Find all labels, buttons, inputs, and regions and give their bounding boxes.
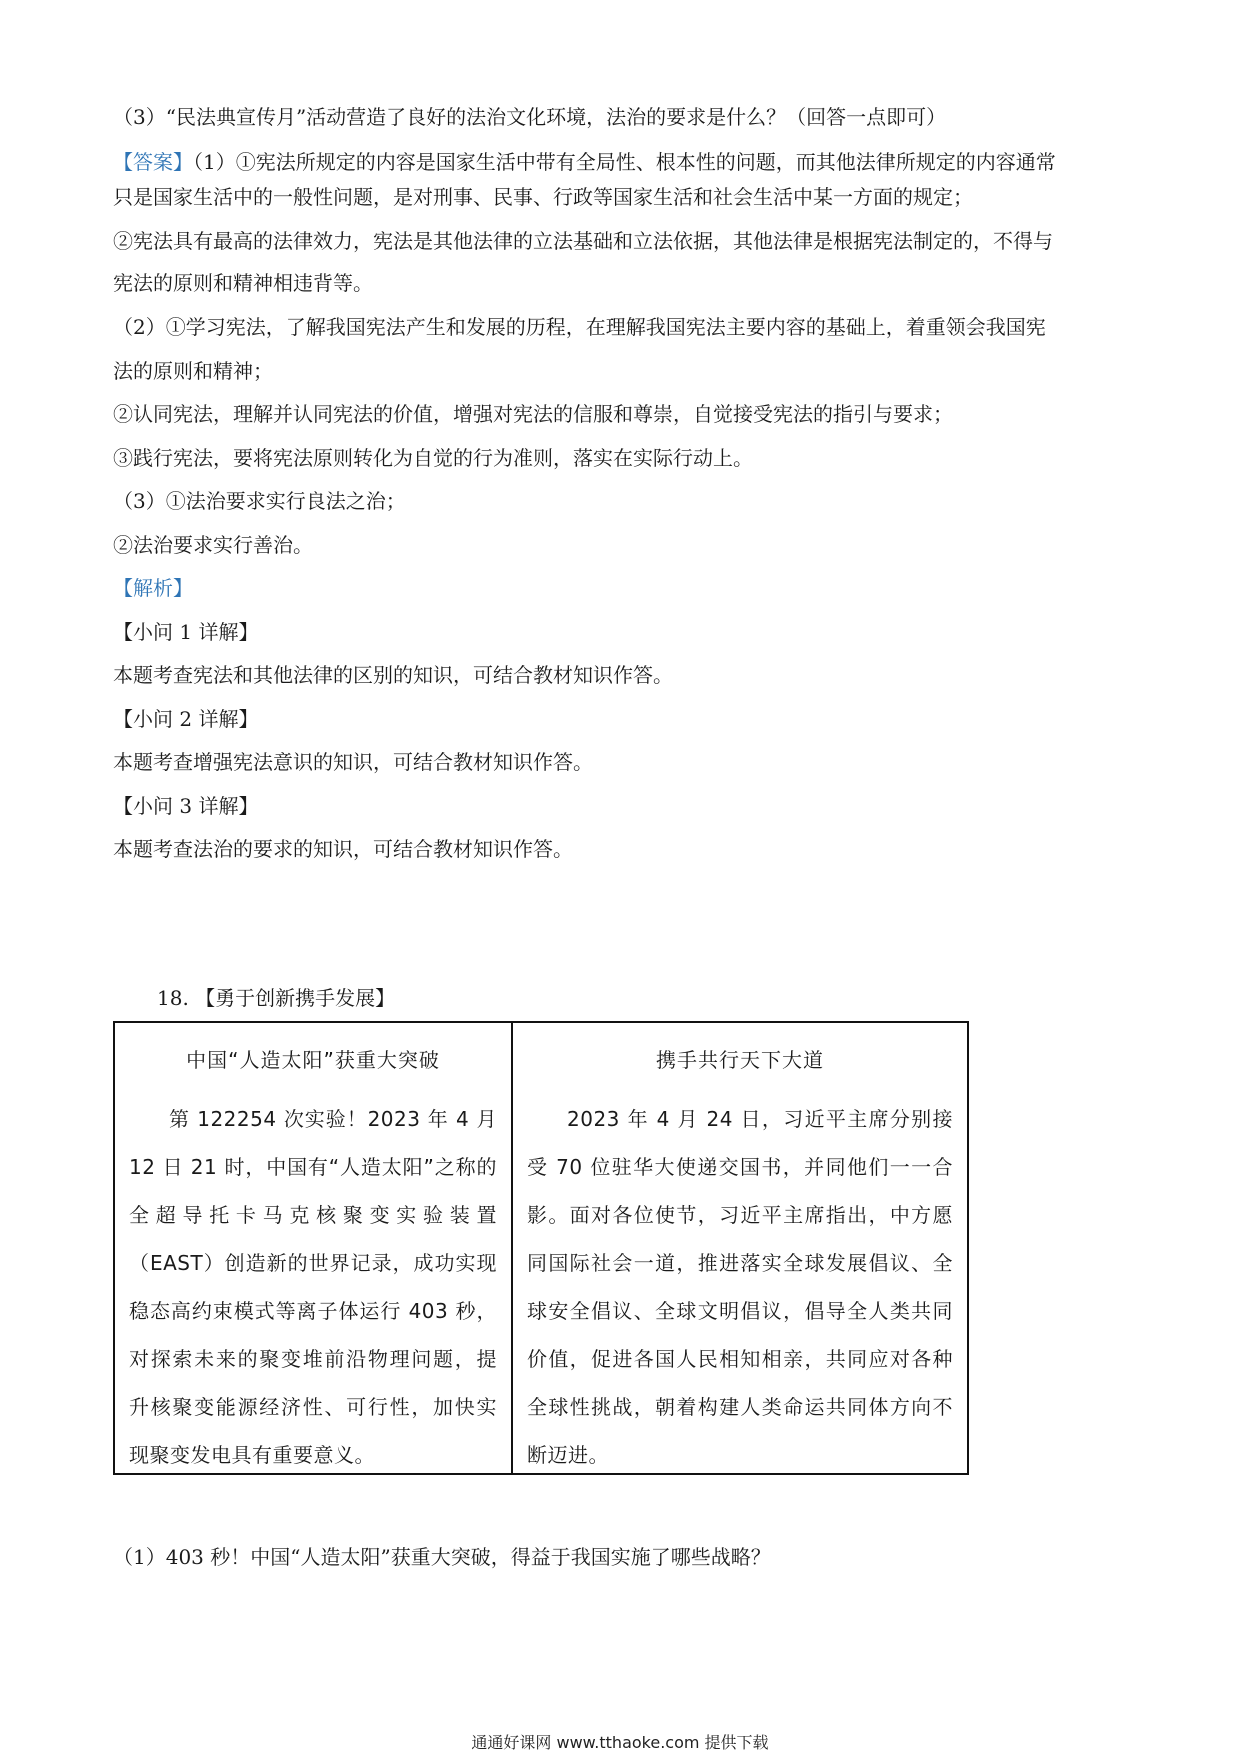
explanation-3: 本题考查法治的要求的知识，可结合教材知识作答。 <box>113 837 573 861</box>
table-cell-left <box>115 1023 513 1473</box>
answer-line-4: 宪法的原则和精神相违背等。 <box>113 271 373 295</box>
answer-line-8: ③践行宪法，要将宪法原则转化为自觉的行为准则，落实在实际行动上。 <box>113 446 753 470</box>
right-cell-title: 携手共行天下大道 <box>656 1048 824 1072</box>
material-table <box>113 1021 969 1475</box>
answer-line-6: 法的原则和精神； <box>113 359 273 383</box>
answer-line-7: ②认同宪法，理解并认同宪法的价值，增强对宪法的信服和尊崇，自觉接受宪法的指引与要求； <box>113 402 953 426</box>
answer-line-5: （2）①学习宪法，了解我国宪法产生和发展的历程，在理解我国宪法主要内容的基础上，着重领会我国宪 <box>113 315 1046 339</box>
answer-line-10: ②法治要求实行善治。 <box>113 533 313 557</box>
sub-heading-2: 【小问 2 详解】 <box>113 707 259 731</box>
sub-heading-3: 【小问 3 详解】 <box>113 794 259 818</box>
left-cell-title: 中国“人造太阳”获重大突破 <box>186 1048 440 1072</box>
sub-heading-1: 【小问 1 详解】 <box>113 620 259 644</box>
table-cell-right <box>513 1023 967 1473</box>
answer-line-9: （3）①法治要求实行良法之治； <box>113 489 406 513</box>
analysis-tag: 【解析】 <box>113 576 193 600</box>
footer-source: 通通好课网 www.tthaoke.com 提供下载 <box>471 1733 769 1752</box>
question-18-title: 18. 【勇于创新携手发展】 <box>157 986 396 1010</box>
left-cell-body: 第 122254 次实验！2023 年 4 月 12 日 21 时，中国有“人造太阳”之称的全超导托卡马克核聚变实验装置（EAST）创造新的世界记录，成功实现稳态高约束模式等离子体运行 403 秒，对探索未来的聚变堆前沿物理问题，提升核聚变能源经济性、可行性，加快实现聚变发电具有重要意义。 <box>129 1107 497 1467</box>
answer-line-2: 只是国家生活中的一般性问题，是对刑事、民事、行政等国家生活和社会生活中某一方面的规定； <box>113 185 973 209</box>
explanation-2: 本题考查增强宪法意识的知识，可结合教材知识作答。 <box>113 750 593 774</box>
right-cell-body: 2023 年 4 月 24 日，习近平主席分别接受 70 位驻华大使递交国书，并同他们一一合影。面对各位使节，习近平主席指出，中方愿同国际社会一道，推进落实全球发展倡议、全球安全倡议、全球文明倡议，倡导全人类共同价值，促进各国人民相知相亲，共同应对各种全球性挑战，朝着构建人类命运共同体方向不断迈进。 <box>527 1107 953 1467</box>
answer-line-3: ②宪法具有最高的法律效力，宪法是其他法律的立法基础和立法依据，其他法律是根据宪法制定的，不得与 <box>113 229 1053 253</box>
answer-tag: 【答案】 <box>113 150 193 174</box>
answer-text-1: （1）①宪法所规定的内容是国家生活中带有全局性、根本性的问题，而其他法律所规定的内容通常 <box>193 150 1056 174</box>
answer-line-1 <box>113 149 1133 175</box>
sub-question-1: （1）403 秒！中国“人造太阳”获重大突破，得益于我国实施了哪些战略？ <box>113 1545 771 1569</box>
question-3-prompt: （3）“民法典宣传月”活动营造了良好的法治文化环境，法治的要求是什么？（回答一点即可） <box>113 105 947 129</box>
explanation-1: 本题考查宪法和其他法律的区别的知识，可结合教材知识作答。 <box>113 663 673 687</box>
